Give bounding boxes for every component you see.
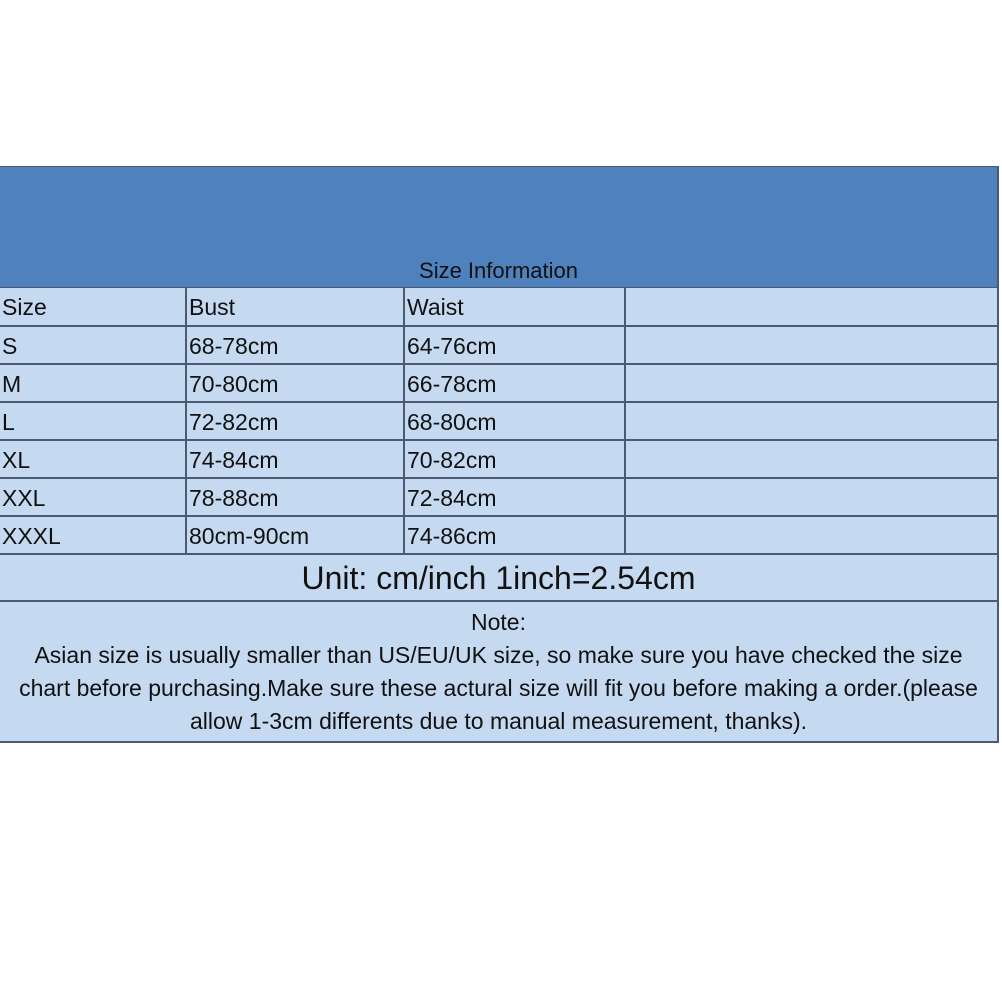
empty-cell [626,327,997,363]
column-header-row [0,288,997,327]
waist-cell: 68-80cm [405,403,626,439]
table-row [0,479,997,517]
empty-cell [626,403,997,439]
bust-cell: 78-88cm [187,479,405,515]
waist-cell: 64-76cm [405,327,626,363]
empty-cell [626,517,997,553]
size-cell: L [0,403,187,439]
chart-header [0,167,997,288]
table-row [0,327,997,365]
note-title: Note: [471,609,526,635]
size-cell: S [0,327,187,363]
bust-cell: 68-78cm [187,327,405,363]
column-header-waist: Waist [405,288,626,325]
empty-cell [626,441,997,477]
empty-cell [626,365,997,401]
bust-cell: 74-84cm [187,441,405,477]
bust-cell: 72-82cm [187,403,405,439]
column-header-size: Size [0,288,187,325]
note-text: Asian size is usually smaller than US/EU/UK size, so make sure you have checked the size chart before purchasing.Make sure these actural size will fit you before making a order.(please allow 1-3cm differents due to manual measurement, thanks). [19,642,978,734]
size-cell: XXXL [0,517,187,553]
table-row [0,517,997,555]
table-row [0,403,997,441]
size-cell: XXL [0,479,187,515]
table-row [0,441,997,479]
chart-title: Size Information [419,258,578,283]
column-header-empty [626,288,997,325]
empty-cell [626,479,997,515]
waist-cell: 74-86cm [405,517,626,553]
waist-cell: 70-82cm [405,441,626,477]
unit-conversion: Unit: cm/inch 1inch=2.54cm [0,555,997,602]
bust-cell: 80cm-90cm [187,517,405,553]
size-chart-table [0,166,999,743]
note-block [0,602,997,741]
column-header-bust: Bust [187,288,405,325]
waist-cell: 72-84cm [405,479,626,515]
waist-cell: 66-78cm [405,365,626,401]
table-row [0,365,997,403]
size-cell: XL [0,441,187,477]
bust-cell: 70-80cm [187,365,405,401]
size-cell: M [0,365,187,401]
